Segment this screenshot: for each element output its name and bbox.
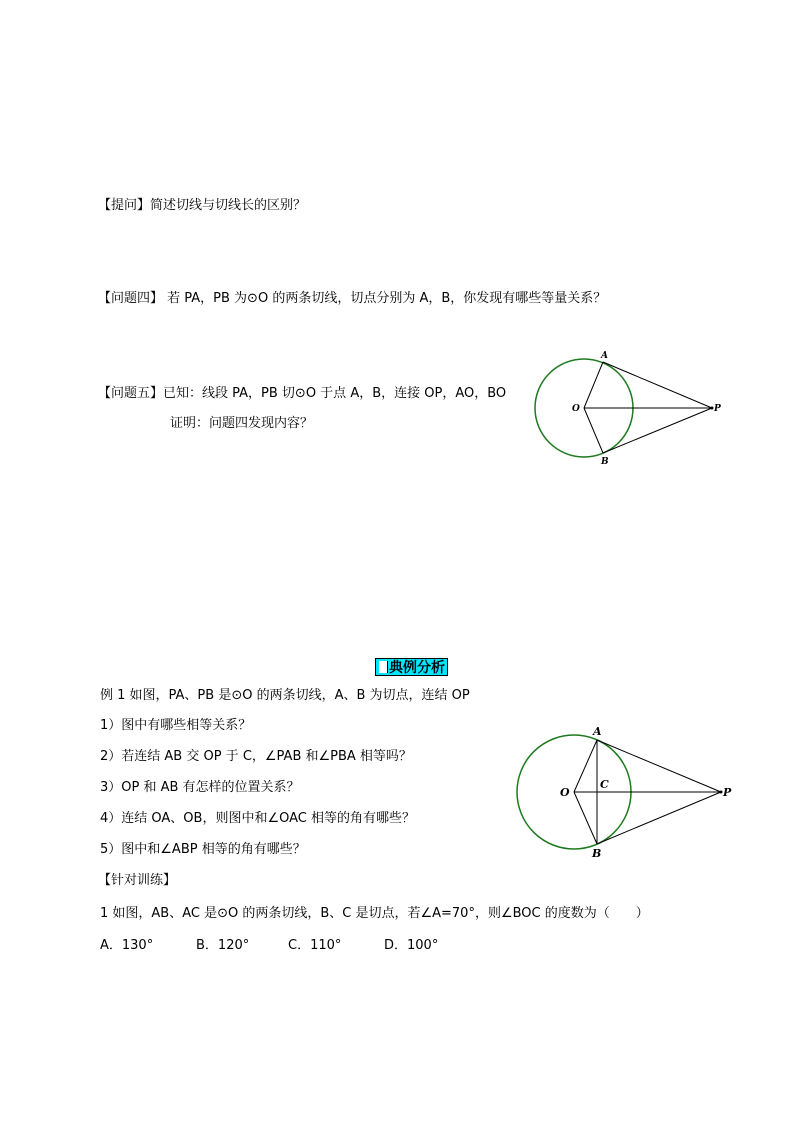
segment-pa-2 [597,740,721,792]
example1-q1: 1）图中有哪些相等关系？ [100,718,252,733]
option-b: B．120° [196,938,250,953]
heading-marker [379,661,388,673]
segment-ob-2 [574,792,597,844]
segment-pb-1 [603,408,712,453]
training-title: 【针对训练】 [98,873,177,888]
segment-pa-1 [603,362,712,408]
problem-four: 【问题四】 若 PA，PB 为⊙O 的两条切线，切点分别为 A，B，你发现有哪些等量关系？ [98,291,607,306]
example1-q4: 4）连结 OA、OB，则图中和∠OAC 相等的角有哪些？ [100,811,415,826]
label-a-2: A [593,725,602,738]
label-p-2: P [723,786,732,799]
label-o-1: O [572,404,580,414]
example1-q2: 2）若连结 AB 交 OP 于 C，∠PAB 和∠PBA 相等吗？ [100,749,412,764]
tangent-figure-1 [530,348,730,468]
segment-oa-2 [574,740,597,792]
tangent-figure-2 [510,722,740,862]
label-b-2: B [592,847,602,860]
segment-pb-2 [597,792,721,844]
label-b-1: B [601,457,609,467]
example1-intro: 例 1 如图，PA、PB 是⊙O 的两条切线，A、B 为切点，连结 OP [100,688,470,703]
example-heading-text: 典例分析 [389,660,445,676]
label-c-2: C [600,778,609,791]
example-heading [375,658,448,676]
label-o-2: O [560,786,570,799]
problem-five-line2: 证明：问题四发现内容？ [170,416,314,431]
option-d: D．100° [384,938,439,953]
label-p-1: P [714,404,721,414]
option-a: A．130° [100,938,154,953]
example1-q5: 5）图中和∠ABP 相等的角有哪些？ [100,842,306,857]
question-ask: 【提问】简述切线与切线长的区别？ [98,198,307,213]
option-c: C．110° [288,938,342,953]
label-a-1: A [601,351,608,361]
problem-five-line1: 【问题五】已知：线段 PA，PB 切⊙O 于点 A，B，连接 OP，AO，BO [98,386,507,401]
segment-bo-1 [584,408,603,453]
example1-q3: 3）OP 和 AB 有怎样的位置关系？ [100,780,300,795]
segment-ao-1 [584,362,603,408]
training-q1: 1 如图，AB、AC 是⊙O 的两条切线，B、C 是切点，若∠A=70°，则∠BOC 的度数为（ ） [100,906,649,921]
